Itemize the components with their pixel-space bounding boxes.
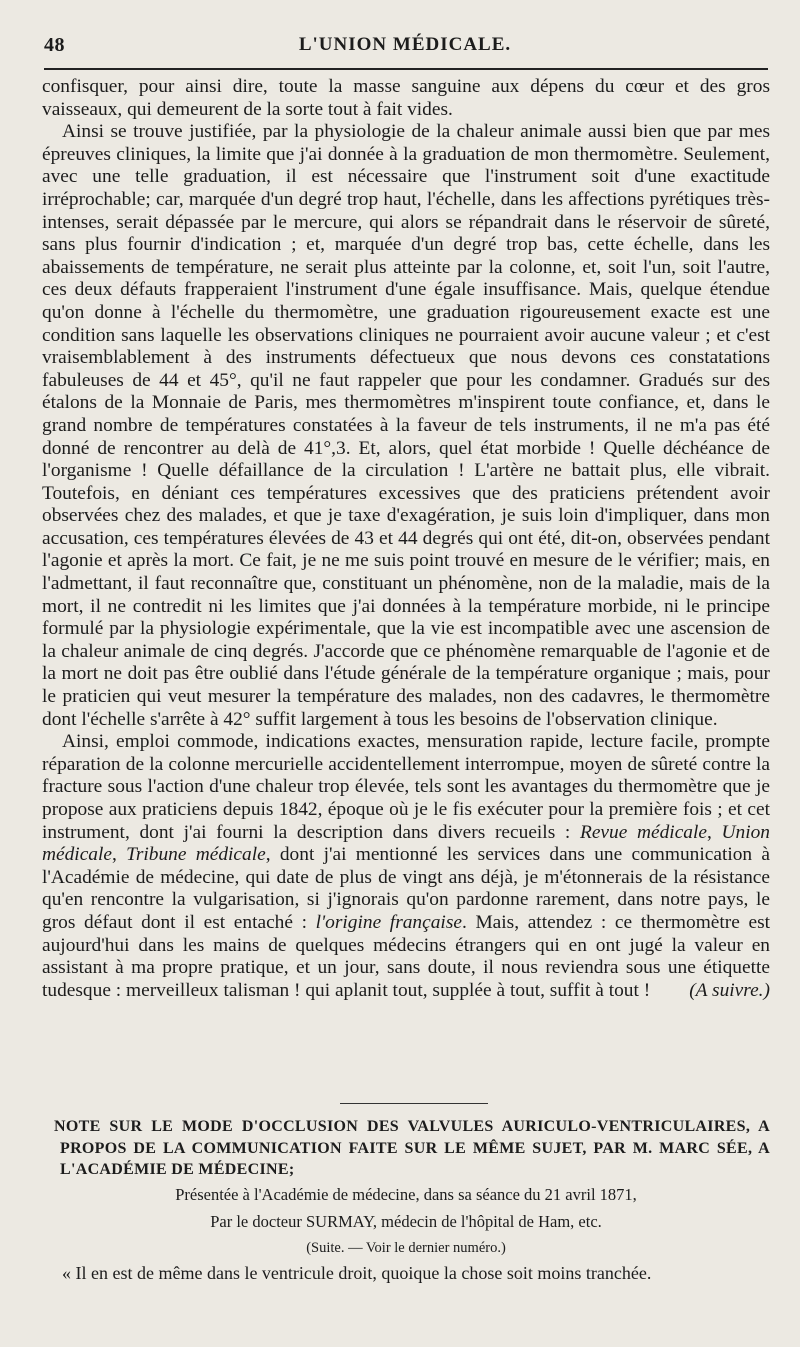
paragraph-conclusion-end: . Mais, attendez : ce thermomètre est aujourd'hui dans les mains de quelques médecins étrangers qui en ont jugé la valeur en assistant à ma propre pratique, et un jour, sans doute, il nous reviendra sous une étiquette tudesque : merveilleux talisman ! qui aplanit tout, supplée à tout, suffit à tout !	[42, 911, 771, 1001]
separator: ,	[706, 821, 722, 843]
note-author: Par le docteur SURMAY, médecin de l'hôpital de Ham, etc.	[210, 1211, 602, 1231]
note-title: NOTE SUR LE MODE D'OCCLUSION DES VALVULES AURICULO-VENTRICULAIRES, A PROPOS DE LA COMMUNICATION FAITE SUR LE MÊME SUJET, PAR M. MARC SÉE, A L'ACADÉMIE DE MÉDECINE;	[54, 1118, 770, 1179]
separator: ,	[112, 844, 127, 866]
page-header	[44, 34, 766, 64]
to-be-continued: (A suivre.)	[689, 979, 770, 1001]
journal-union-medicale: Union médicale	[42, 821, 770, 866]
page-number: 48	[44, 34, 65, 56]
note-section	[42, 1116, 770, 1286]
note-quote: « Il en est de même dans le ventricule droit, quoique la chose soit moins tranchée.	[62, 1262, 652, 1283]
origine-francaise: l'origine française	[315, 911, 462, 933]
section-divider	[340, 1103, 488, 1104]
header-rule	[44, 68, 768, 70]
paragraph-conclusion	[42, 731, 770, 1002]
paragraph-continued: confisquer, pour ainsi dire, toute la masse sanguine aux dépens du cœur et des gros vaisseaux, qui demeurent de la sorte tout à fait vides.	[42, 76, 770, 120]
journal-tribune-medicale: Tribune médicale	[126, 844, 266, 866]
paragraph-conclusion-start: Ainsi, emploi commode, indications exactes, mensuration rapide, lecture facile, prompte réparation de la colonne mercurielle accidentellement interrompue, moyen de sûreté contre la fracture sous l'action d'une chaleur trop élevée, tels sont les avantages du thermomètre que je propose aux praticiens depuis 1842, époque où je le fis exécuter pour la première fois ; et cet instrument, dont j'ai fourni la description dans divers recueils :	[42, 731, 770, 843]
note-continuation: (Suite. — Voir le dernier numéro.)	[306, 1239, 506, 1256]
article-body	[42, 76, 770, 1002]
paragraph-conclusion-middle: , dont j'ai mentionné les services dans une communication à l'Académie de médecine, qui date de plus de vingt ans déjà, je m'étonnerais de la résistance qu'en rencontre la vulgarisation, si j'ignorais qu'on pardonne rarement, dans notre pays, le gros défaut dont il est entaché :	[42, 844, 770, 933]
paragraph-thermometer-graduation: Ainsi se trouve justifiée, par la physiologie de la chaleur animale aussi bien que par mes épreuves cliniques, la limite que j'ai donnée à la graduation de mon thermomètre. Seulement, avec une telle graduation, il est nécessaire que l'instrument soit d'une exactitude irréprochable; car, marquée d'un degré trop haut, l'échelle, dans les affections pyrétiques très-intenses, serait dépassée par le mercure, qui alors se répandrait dans le réservoir de sûreté, sans plus fournir d'indication ; et, marquée d'un degré trop bas, cette échelle, dans les abaissements de température, ne serait plus atteinte par la colonne, et, soit l'un, soit l'autre, ces deux défauts frapperaient l'instrument d'une égale insuffisance. Mais, quelque étendue qu'on donne à l'échelle du thermomètre, une graduation rigoureusement exacte est une condition sans laquelle les observations cliniques ne pourraient avoir aucune valeur ; et c'est vraisemblablement à des instruments défectueux que nous devons ces constatations fabuleuses de 44 et 45°, qu'il ne faut rappeler que pour les condamner. Gradués sur des étalons de la Monnaie de Paris, mes thermomètres m'inspirent toute confiance, et, dans le grand nombre de températures constatées à la faveur de tels instruments, il ne m'a pas été donné de rencontrer au delà de 41°,3. Et, alors, quel état morbide ! Quelle déchéance de l'organisme ! Quelle défaillance de la circulation ! L'artère ne battait plus, elle vibrait. Toutefois, en déniant ces températures excessives que des praticiens prétendent avoir observées chez des malades, et que je taxe d'exagération, je suis loin d'impliquer, dans mon accusation, ces températures élevées de 43 et 44 degrés qui ont été, dit-on, observées pendant l'agonie et après la mort. Ce fait, je ne me suis point trouvé en mesure de le vérifier; mais, en l'admettant, il faut reconnaître que, constituant un phénomène, non de la maladie, mais de la mort, il ne contredit ni les limites que j'ai données à la température morbide, ni le principe formulé par la physiologie expérimentale, que la vie est incompatible avec une ascension de la chaleur animale de cinq degrés. J'accorde que ce phénomène remarquable de l'agonie et de la mort ne doit pas être oublié dans l'étude générale de la température organique ; mais, pour le praticien qui veut mesurer la température des malades, non des cadavres, le thermomètre dont l'échelle s'arrête à 42° suffit largement à tous les besoins de l'observation clinique.	[42, 121, 770, 730]
running-title: L'UNION MÉDICALE.	[298, 34, 512, 55]
journal-revue-medicale: Revue médicale	[579, 821, 707, 843]
note-presented: Présentée à l'Académie de médecine, dans sa séance du 21 avril 1871,	[175, 1184, 637, 1204]
